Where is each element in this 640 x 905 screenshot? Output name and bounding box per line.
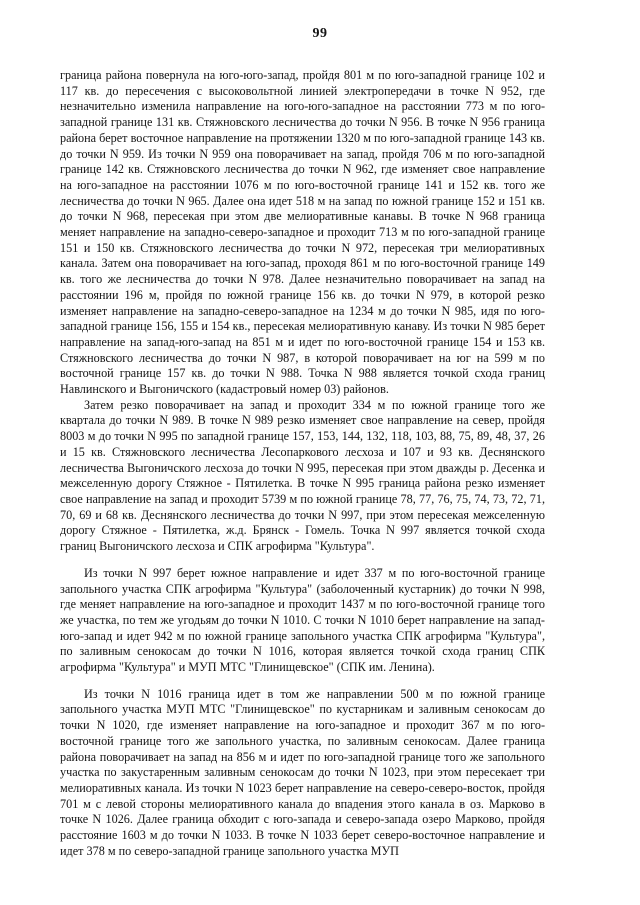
paragraph-4: Из точки N 1016 граница идет в том же направлении 500 м по южной границе запольного участка МУП МТС "Глинищевское" по кустарникам и заливным сенокосам до точки N 1020, где изменяет направление на юго-западное и проходит 367 м по юго-восточной границе того же запольного участка, по заливным сенокосам. Далее граница района поворачивает на запад на 856 м и идет по юго-западной границе того же запольного участка по закустаренным заливным сенокосам до точки N 1023, при этом пересекает три мелиоративных канала. Из точки N 1023 берет направление на северо-северо-восток, пройдя 701 м с левой стороны мелиоративного канала до впадения этого канала в оз. Марково в точке N 1026. Далее граница обходит с юго-запада и северо-запада озеро Марково, пройдя расстояние 1603 м до точки N 1033. В точке N 1033 берет северо-восточное направление и идет 378 м по северо-западной границе запольного участка МУП bbox=[60, 686, 545, 858]
paragraph-2: Затем резко поворачивает на запад и проходит 334 м по южной границе того же квартала до точки N 989. В точке N 989 резко изменяет свое направление на север, пройдя 8003 м до точки N 995 по западной границе 157, 153, 144, 132, 118, 103, 88, 75, 89, 48, 37, 26 и 15 кв. Стяжновского лесничества Лесопаркового лесхоза и 107 и 93 кв. Деснянского лесничества Выгоничского лесхоза до точки N 995, пересекая при этом дважды р. Десенка и межселенную дорогу Стяжное - Пятилетка. В точке N 995 граница района резко изменяет свое направление на запад и проходит 5739 м по южной границе 78, 77, 76, 75, 74, 73, 72, 71, 70, 69 и 68 кв. Деснянского лесничества до точки N 997, при этом пересекая межселенную дорогу Стяжное - Пятилетка, ж.д. Брянск - Гомель. Точка N 997 является точкой схода границ Выгоничского лесхоза и СПК агрофирма "Культура". bbox=[60, 397, 545, 554]
paragraph-1: граница района повернула на юго-юго-запад, пройдя 801 м по юго-западной границе 102 и 117 кв. до пересечения с высоковольтной линией электропередачи в точке N 952, где незначительно изменила направление на юго-юго-западное на расстоянии 773 м по юго-западной границе 131 кв. Стяжновского лесничества до точки N 956. В точке N 956 граница района берет восточное направление на протяжении 1320 м по юго-западной границе 143 кв. до точки N 959. Из точки N 959 она поворачивает на запад, пройдя 706 м по юго-западной границе 142 кв. Стяжновского лесничества до точки N 962, где изменяет свое направление на юго-западное на расстоянии 1076 м по юго-восточной границе 141 и 152 кв. того же лесничества до точки N 965. Далее она идет 518 м на запад по южной границе 152 и 151 кв. до точки N 968, пересекая при этом две мелиоративные канавы. В точке N 968 граница меняет направление на западно-северо-западное и проходит 713 м по юго-западной границе 151 и 150 кв. Стяжновского лесничества до точки N 972, пересекая три мелиоративных канала. Затем она поворачивает на юго-запад, проходя 861 м по юго-восточной границе 149 кв. того же лесничества до точки N 978. Далее незначительно поворачивает на запад на расстоянии 196 м, пройдя по южной границе 156 кв. до точки N 979, в которой резко изменяет направление на западно-северо-западное на 1234 м до точки N 985, идя по юго-западной границе 156, 155 и 154 кв., пересекая мелиоративную канаву. Из точки N 985 берет направление на запад-юго-запад на 851 м и идет по юго-восточной границе 154 и 153 кв. Стяжновского лесничества до точки N 987, в которой поворачивает на юг на 599 м по восточной границе 157 кв. до точки N 988. Точка N 988 является точкой схода границ Навлинского и Выгоничского (кадастровый номер 03) районов. bbox=[60, 68, 545, 397]
page-number: 99 bbox=[312, 26, 328, 41]
document-body bbox=[60, 68, 545, 859]
paragraph-3: Из точки N 997 берет южное направление и идет 337 м по юго-восточной границе запольного участка СПК агрофирма "Культура" (заболоченный кустарник) до точки N 998, где меняет направление на юго-западное и проходит 1437 м по юго-восточной границе того же участка, по тем же угодьям до точки N 1010. С точки N 1010 берет направление на запад-юго-запад и идет 942 м по южной границе запольного участка СПК агрофирма "Культура", по заливным сенокосам до точки N 1016, которая является точкой схода границ СПК агрофирма "Культура" и МУП МТС "Глинищевское" (СПК им. Ленина). bbox=[60, 565, 545, 675]
